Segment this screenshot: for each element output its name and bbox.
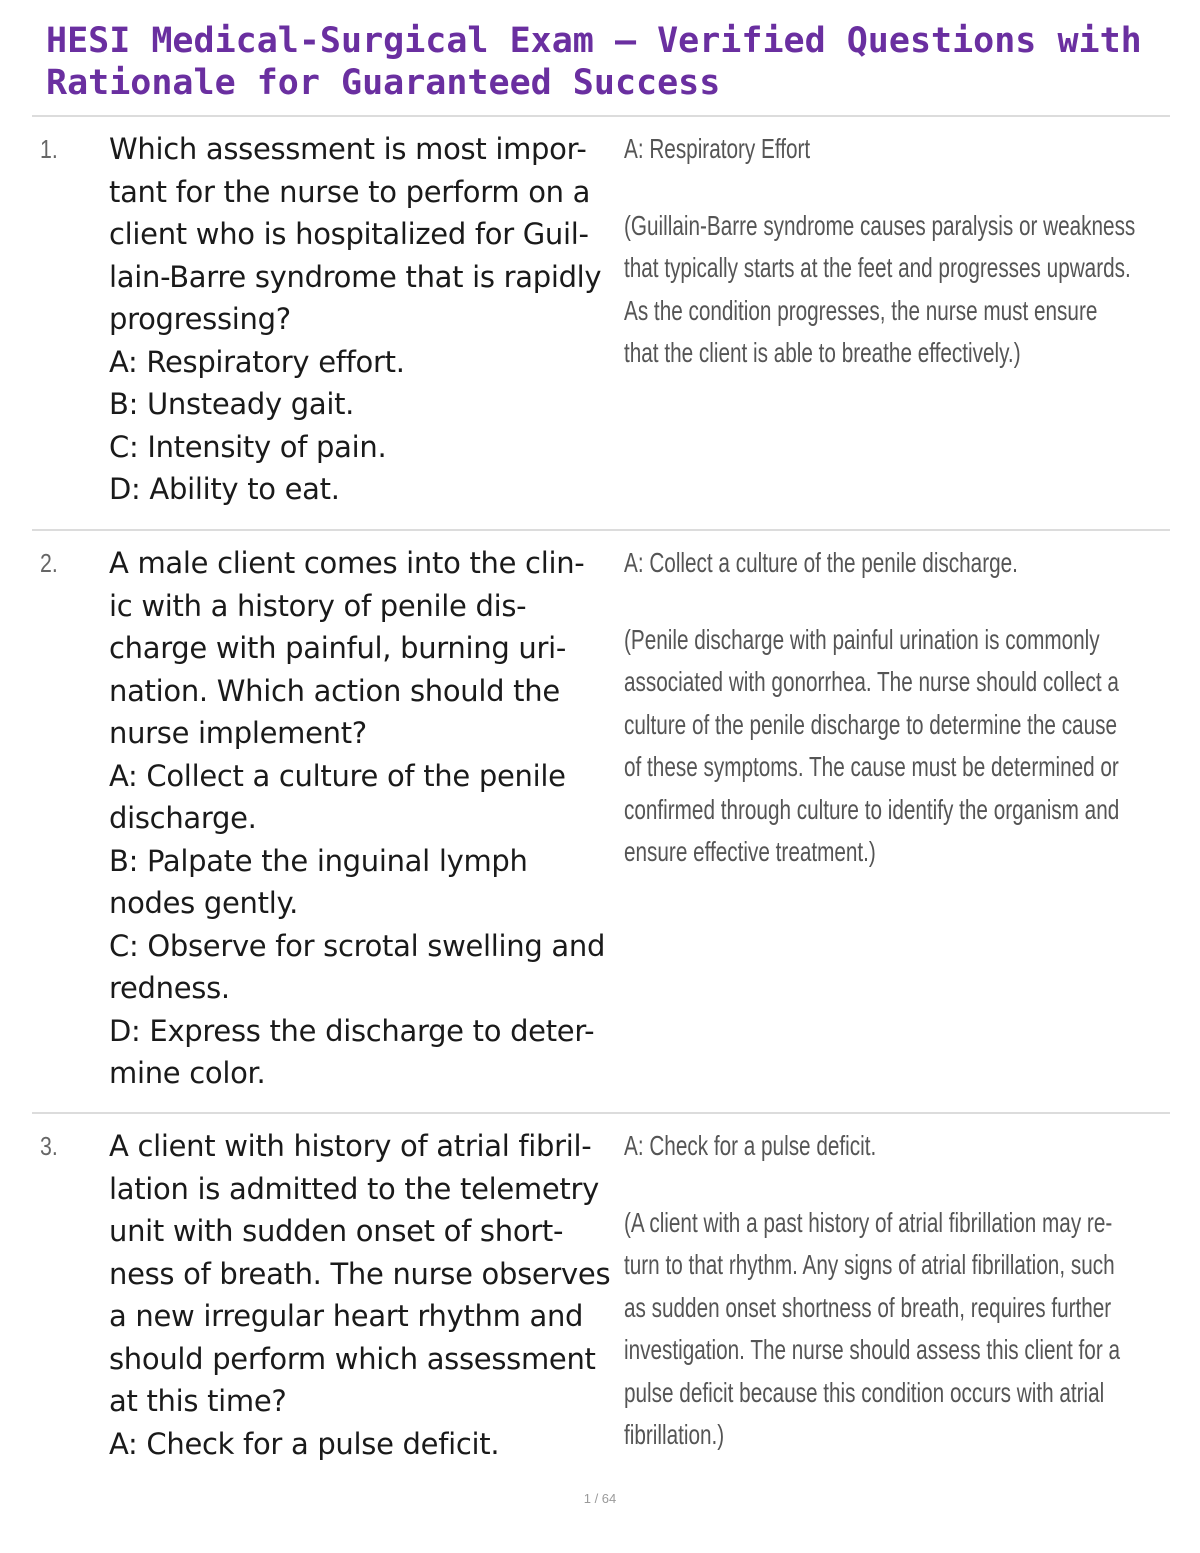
document-title: [46, 20, 1166, 104]
rationale-line: that typically starts at the feet and progresses upwards.: [624, 252, 1131, 283]
rationale-line: (Guillain-Barre syndrome causes paralysis or weakness: [624, 209, 1136, 241]
rationale-line: turn to that rhythm. Any signs of atrial fibrillation, such: [624, 1249, 1115, 1280]
option-line: B: Unsteady gait.: [109, 387, 355, 421]
option-line: nodes gently.: [109, 886, 299, 920]
option-line: A: Collect a culture of the penile: [109, 758, 566, 793]
rationale-line: (Penile discharge with painful urination is commonly: [624, 623, 1100, 655]
question-line: nurse implement?: [109, 716, 367, 750]
option-line: B: Palpate the inguinal lymph: [109, 843, 528, 878]
rationale-line: of these symptoms. The cause must be determined or: [624, 751, 1119, 782]
option-line: discharge.: [109, 801, 257, 835]
rationale-line: As the condition progresses, the nurse must ensure: [624, 294, 1098, 326]
answer-panel: [624, 542, 1184, 874]
answer-panel: [624, 128, 1184, 375]
divider: [32, 529, 1170, 531]
question-line: Which assessment is most impor-: [109, 132, 587, 166]
option-line: A: Check for a pulse deficit.: [109, 1426, 500, 1461]
question-line: ic with a history of penile dis-: [109, 588, 527, 623]
option-line: redness.: [109, 971, 230, 1005]
divider: [32, 115, 1170, 117]
rationale-line: as sudden onset shortness of breath, requires further: [624, 1291, 1112, 1323]
question-line: lain-Barre syndrome that is rapidly: [109, 259, 602, 294]
question-text: [109, 542, 615, 1095]
rationale-line: pulse deficit because this condition occurs with atrial: [624, 1376, 1105, 1408]
question-number: 1.: [40, 134, 58, 164]
correct-answer: A: Check for a pulse deficit.: [624, 1130, 877, 1161]
option-line: D: Ability to eat.: [109, 472, 340, 506]
question-line: progressing?: [109, 302, 291, 336]
question-line: unit with sudden onset of short-: [109, 1214, 564, 1248]
option-line: D: Express the discharge to deter-: [109, 1013, 595, 1048]
rationale-line: confirmed through culture to identify the organism and: [624, 793, 1120, 825]
divider: [32, 1112, 1170, 1114]
rationale-line: investigation. The nurse should assess this client for a: [624, 1334, 1121, 1365]
question-text: [109, 1125, 615, 1465]
answer-panel: [624, 1125, 1184, 1457]
rationale-line: associated with gonorrhea. The nurse should collect a: [624, 666, 1119, 697]
question-number: 2.: [40, 548, 58, 578]
question-line: tant for the nurse to perform on a: [109, 174, 591, 209]
question-number: 3.: [40, 1131, 58, 1161]
document-title-line-2: Rationale for Guaranteed Success: [46, 63, 721, 103]
rationale-line: ensure effective treatment.): [624, 836, 876, 867]
answer-spacer: [624, 171, 1038, 205]
document-title-line-1: HESI Medical-Surgical Exam – Verified Questions with: [46, 21, 1142, 61]
rationale-line: fibrillation.): [624, 1419, 725, 1450]
question-line: at this time?: [109, 1384, 287, 1418]
question-line: client who is hospitalized for Guil-: [109, 217, 589, 251]
rationale-line: that the client is able to breathe effectively.): [624, 337, 1021, 368]
question-line: lation is admitted to the telemetry: [109, 1171, 599, 1206]
question-line: A male client comes into the clin-: [109, 546, 585, 580]
option-line: mine color.: [109, 1056, 266, 1090]
question-line: charge with painful, burning uri-: [109, 631, 566, 665]
correct-answer: A: Respiratory Effort: [624, 133, 811, 164]
question-line: ness of breath. The nurse observes: [109, 1256, 611, 1291]
question-line: A client with history of atrial fibril-: [109, 1129, 592, 1163]
option-line: A: Respiratory effort.: [109, 344, 405, 379]
page-indicator: 1 / 64: [583, 1491, 617, 1506]
option-line: C: Intensity of pain.: [109, 429, 387, 464]
rationale-line: (A client with a past history of atrial fibrillation may re-: [624, 1206, 1113, 1238]
question-line: nation. Which action should the: [109, 673, 560, 708]
question-line: a new irregular heart rhythm and: [109, 1299, 584, 1333]
option-line: C: Observe for scrotal swelling and: [109, 928, 606, 963]
question-text: [109, 128, 615, 511]
answer-spacer: [624, 585, 1038, 619]
answer-spacer: [624, 1168, 1038, 1202]
rationale-line: culture of the penile discharge to determine the cause: [624, 708, 1117, 740]
question-line: should perform which assessment: [109, 1341, 596, 1376]
correct-answer: A: Collect a culture of the penile discharge.: [624, 547, 1018, 578]
